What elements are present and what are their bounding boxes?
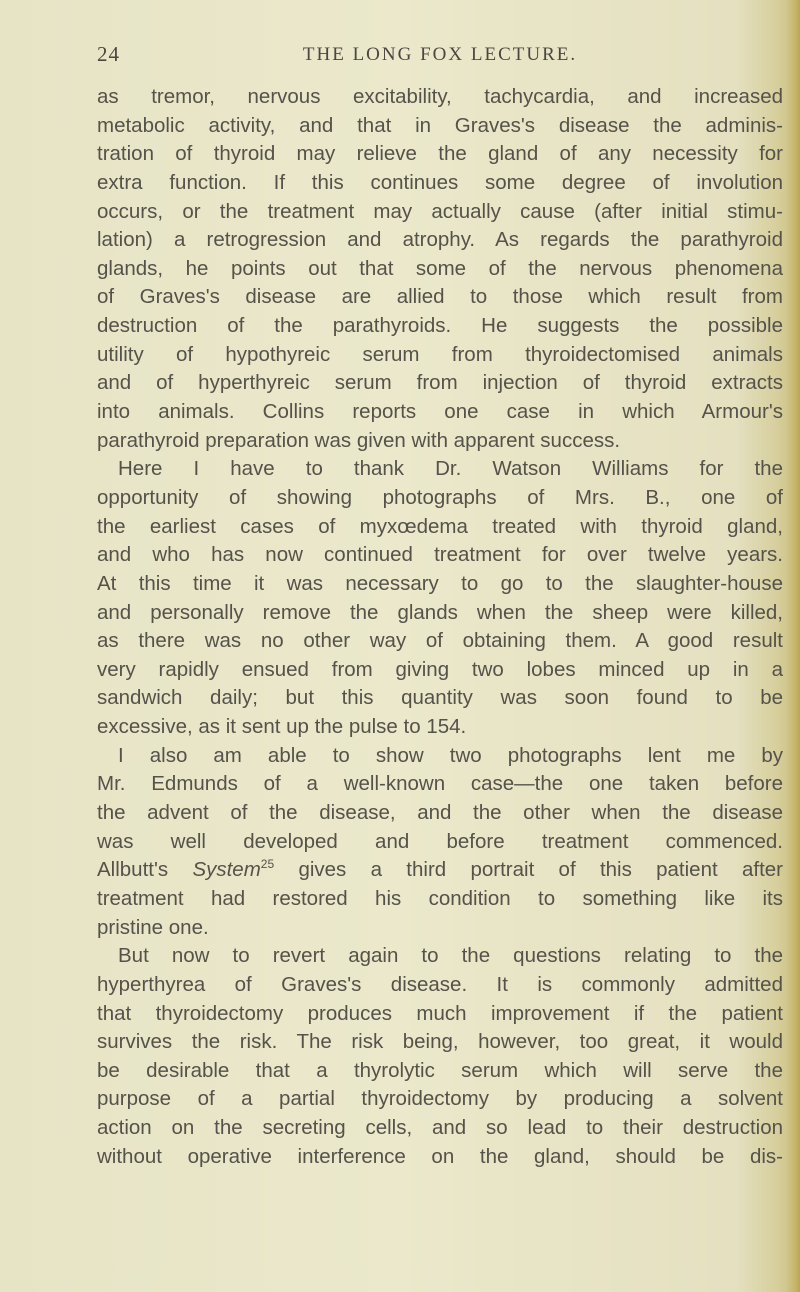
footnote-reference: 25 [260,857,275,872]
text-line: destruction of the parathyroids. He suggests the possible [97,314,783,338]
text-line: that thyroidectomy produces much improvement if the patient [97,1001,783,1025]
citation-suffix: gives a third portrait of this patient after [274,858,783,882]
text-line: survives the risk. The risk being, however, too great, it would [97,1030,783,1054]
text-line: as there was no other way of obtaining them. A good result [97,629,783,653]
page-edge-shadow [786,0,800,1292]
text-line: and personally remove the glands when the sheep were killed, [97,600,783,624]
text-line: But now to revert again to the questions relating to the [118,944,783,968]
running-title: THE LONG FOX LECTURE. [302,44,578,65]
body-text [97,83,783,1171]
text-line: treatment had restored his condition to something like its [97,886,783,910]
text-line: into animals. Collins reports one case in which Armour's [97,400,783,424]
text-line: extra function. If this continues some degree of involution [97,170,783,194]
text-line: opportunity of showing photographs of Mrs. B., one of [97,485,783,509]
text-line: as tremor, nervous excitability, tachycardia, and increased [97,85,783,108]
text-line: glands, he points out that some of the nervous phenomena [97,256,783,280]
citation-line [97,856,783,885]
text-line: was well developed and before treatment commenced. [97,829,783,853]
text-line: metabolic activity, and that in Graves's disease the adminis- [97,113,783,137]
text-line: utility of hypothyreic serum from thyroidectomised animals [97,342,783,366]
text-line: purpose of a partial thyroidectomy by producing a solvent [97,1087,783,1111]
text-line: sandwich daily; but this quantity was soon found to be [97,686,783,710]
text-line: At this time it was necessary to go to the slaughter-house [97,571,783,595]
page-number: 24 [97,42,120,66]
text-line: I also am able to show two photographs lent me by [118,743,783,767]
text-line: parathyroid preparation was given with apparent success. [97,428,621,452]
citation-prefix: Allbutt's [97,858,193,882]
citation-title: System [192,858,261,882]
text-line: and who has now continued treatment for over twelve years. [97,543,783,567]
text-line: occurs, or the treatment may actually cause (after initial stimu- [97,199,783,223]
text-line: without operative interference on the gland, should be dis- [97,1144,783,1168]
text-line: hyperthyrea of Graves's disease. It is commonly admitted [97,972,783,996]
text-line: action on the secreting cells, and so lead to their destruction [97,1116,783,1140]
text-line: the earliest cases of myxœdema treated with thyroid gland, [97,514,783,538]
text-line: of Graves's disease are allied to those which result from [97,285,783,309]
text-line: be desirable that a thyrolytic serum which will serve the [97,1058,783,1082]
text-line: pristine one. [97,915,209,939]
text-line: lation) a retrogression and atrophy. As regards the parathyroid [97,228,783,252]
text-line: tration of thyroid may relieve the gland of any necessity for [97,142,783,166]
text-line: excessive, as it sent up the pulse to 154. [97,715,467,739]
text-line: and of hyperthyreic serum from injection of thyroid extracts [97,371,783,395]
text-line: Mr. Edmunds of a well-known case—the one taken before [97,772,783,796]
text-line: Here I have to thank Dr. Watson Williams for the [118,457,783,481]
text-line: the advent of the disease, and the other when the disease [97,801,783,825]
page-header [97,42,783,72]
text-line: very rapidly ensued from giving two lobes minced up in a [97,657,783,681]
